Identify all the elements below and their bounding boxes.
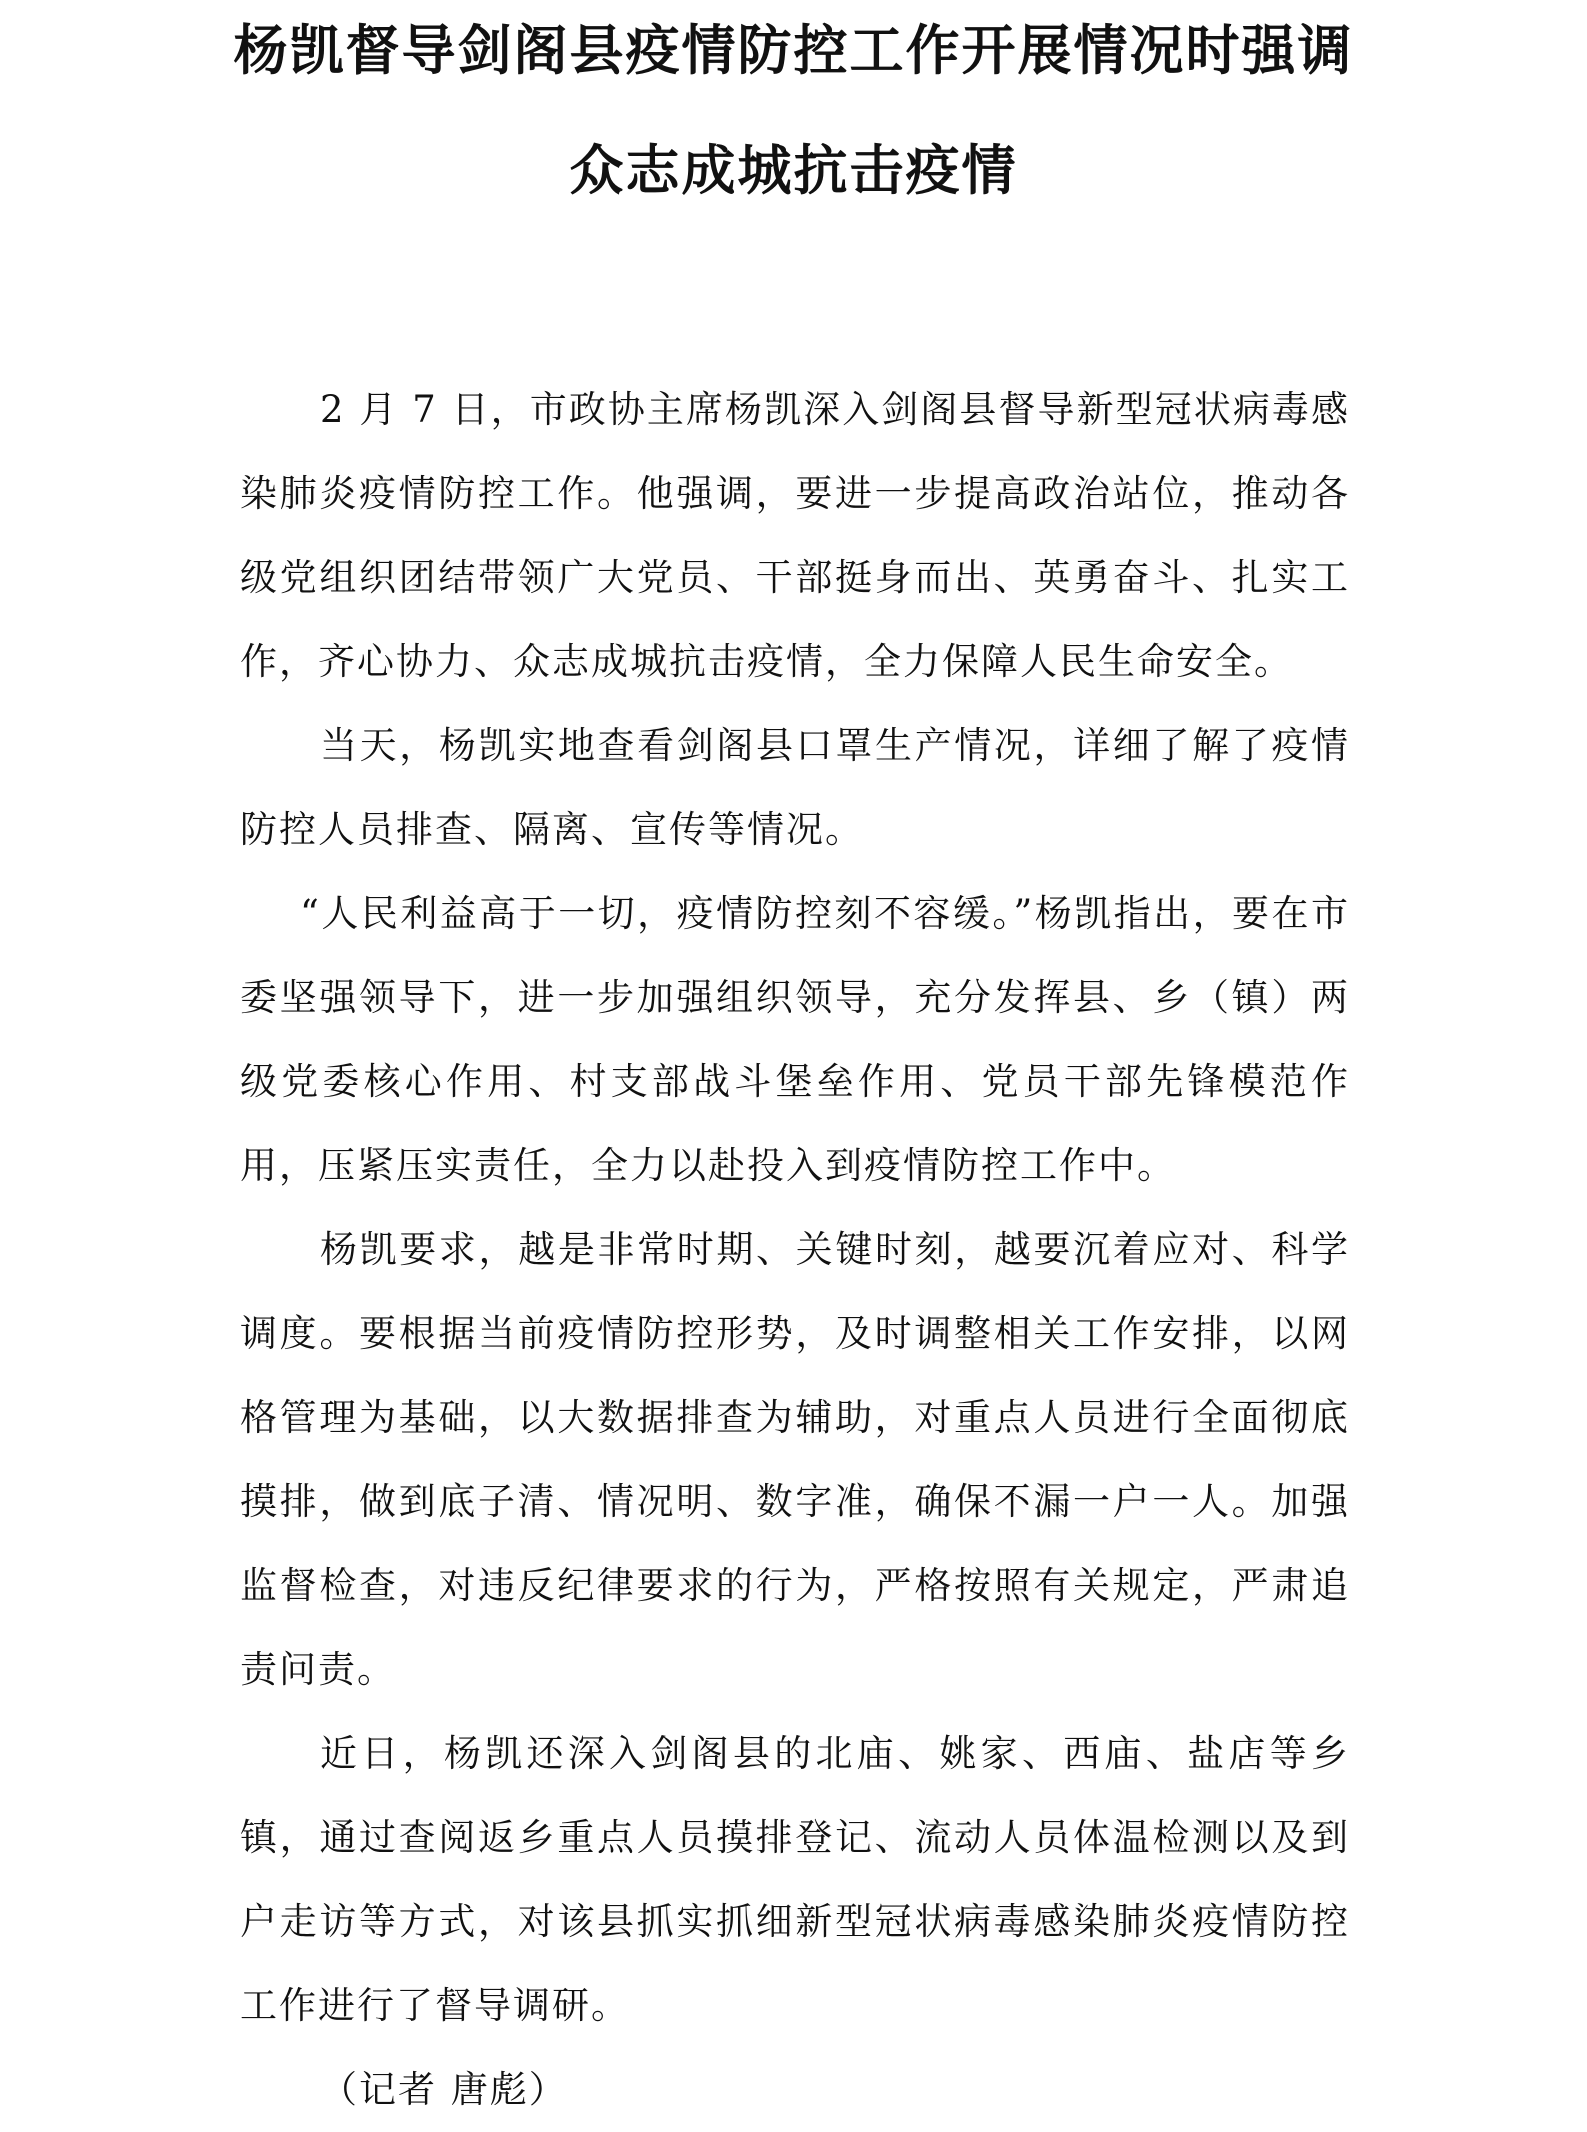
paragraph-5: 近日，杨凯还深入剑阁县的北庙、姚家、西庙、盐店等乡镇，通过查阅返乡重点人员摸排登记、流动人员体温检测以及到户走访等方式，对该县抓实抓细新型冠状病毒感染肺炎疫情防控工作进行了督导调研。: [240, 1732, 1350, 2027]
title-line-2: 众志成城抗击疫情: [569, 138, 1018, 202]
title-line-1: 杨凯督导剑阁县疫情防控工作开展情况时强调: [233, 18, 1354, 82]
article-body: [240, 368, 1350, 2132]
paragraph-1: 2 月 7 日，市政协主席杨凯深入剑阁县督导新型冠状病毒感染肺炎疫情防控工作。他强调，要进一步提高政治站位，推动各级党组织团结带领广大党员、干部挺身而出、英勇奋斗、扎实工作，齐心协力、众志成城抗击疫情，全力保障人民生命安全。: [240, 388, 1350, 683]
paragraph-2: 当天，杨凯实地查看剑阁县口罩生产情况，详细了解了疫情防控人员排查、隔离、宣传等情况。: [240, 724, 1350, 851]
paragraph-3: “人民利益高于一切，疫情防控刻不容缓。”杨凯指出，要在市委坚强领导下，进一步加强组织领导，充分发挥县、乡（镇）两级党委核心作用、村支部战斗堡垒作用、党员干部先锋模范作用，压紧压实责任，全力以赴投入到疫情防控工作中。: [240, 892, 1350, 1187]
byline: （记者 唐彪）: [320, 2068, 568, 2111]
paragraph-4: 杨凯要求，越是非常时期、关键时刻，越要沉着应对、科学调度。要根据当前疫情防控形势，及时调整相关工作安排，以网格管理为基础，以大数据排查为辅助，对重点人员进行全面彻底摸排，做到底子清、情况明、数字准，确保不漏一户一人。加强监督检查，对违反纪律要求的行为，严格按照有关规定，严肃追责问责。: [240, 1228, 1350, 1691]
